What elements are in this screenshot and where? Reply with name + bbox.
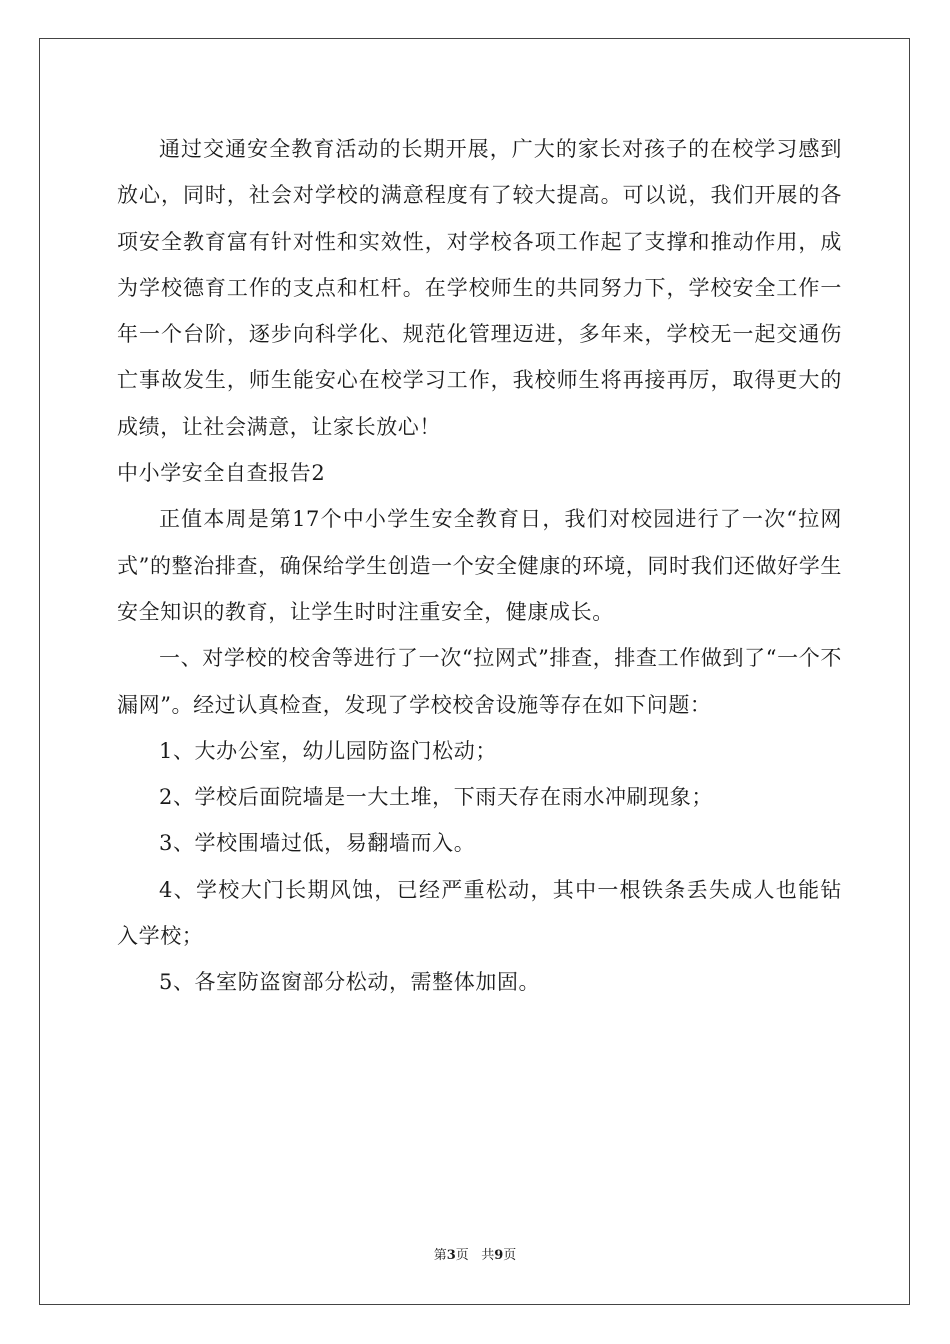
footer-total-unit: 页 [503, 1248, 517, 1263]
current-page-number: 3 [446, 1248, 456, 1263]
footer-prefix: 第 [433, 1248, 447, 1263]
list-item: 3、学校围墙过低，易翻墙而入。 [159, 831, 476, 856]
paragraph: 一、对学校的校舍等进行了一次“拉网式”排查，排查工作做到了“一个不漏网”。经过认真检查，发现了学校校舍设施等存在如下问题： [117, 646, 842, 717]
footer-total-prefix: 共 [481, 1248, 495, 1263]
list-item: 1、大办公室，幼儿园防盗门松动； [159, 738, 497, 763]
page-footer [0, 1248, 950, 1264]
list-item: 5、各室防盗窗部分松动，需整体加固。 [159, 970, 541, 995]
document-body [117, 126, 842, 1006]
paragraph: 通过交通安全教育活动的长期开展，广大的家长对孩子的在校学习感到放心，同时，社会对学校的满意程度有了较大提高。可以说，我们开展的各项安全教育富有针对性和实效性，对学校各项工作起了支撑和推动作用，成为学校德育工作的支点和杠杆。在学校师生的共同努力下，学校安全工作一年一个台阶，逐步向科学化、规范化管理迈进，多年来，学校无一起交通伤亡事故发生，师生能安心在校学习工作，我校师生将再接再厉，取得更大的成绩，让社会满意，让家长放心！ [117, 137, 842, 439]
footer-page-unit: 页 [455, 1248, 469, 1263]
section-title: 中小学安全自查报告2 [117, 461, 326, 486]
paragraph: 正值本周是第17个中小学生安全教育日，我们对校园进行了一次“拉网式”的整治排查，确保给学生创造一个安全健康的环境，同时我们还做好学生安全知识的教育，让学生时时注重安全，健康成长。 [117, 507, 842, 624]
list-item: 4、学校大门长期风蚀，已经严重松动，其中一根铁条丢失成人也能钻入学校； [117, 877, 842, 949]
total-page-number: 9 [494, 1248, 504, 1263]
list-item: 2、学校后面院墙是一大土堆，下雨天存在雨水冲刷现象； [159, 785, 713, 810]
